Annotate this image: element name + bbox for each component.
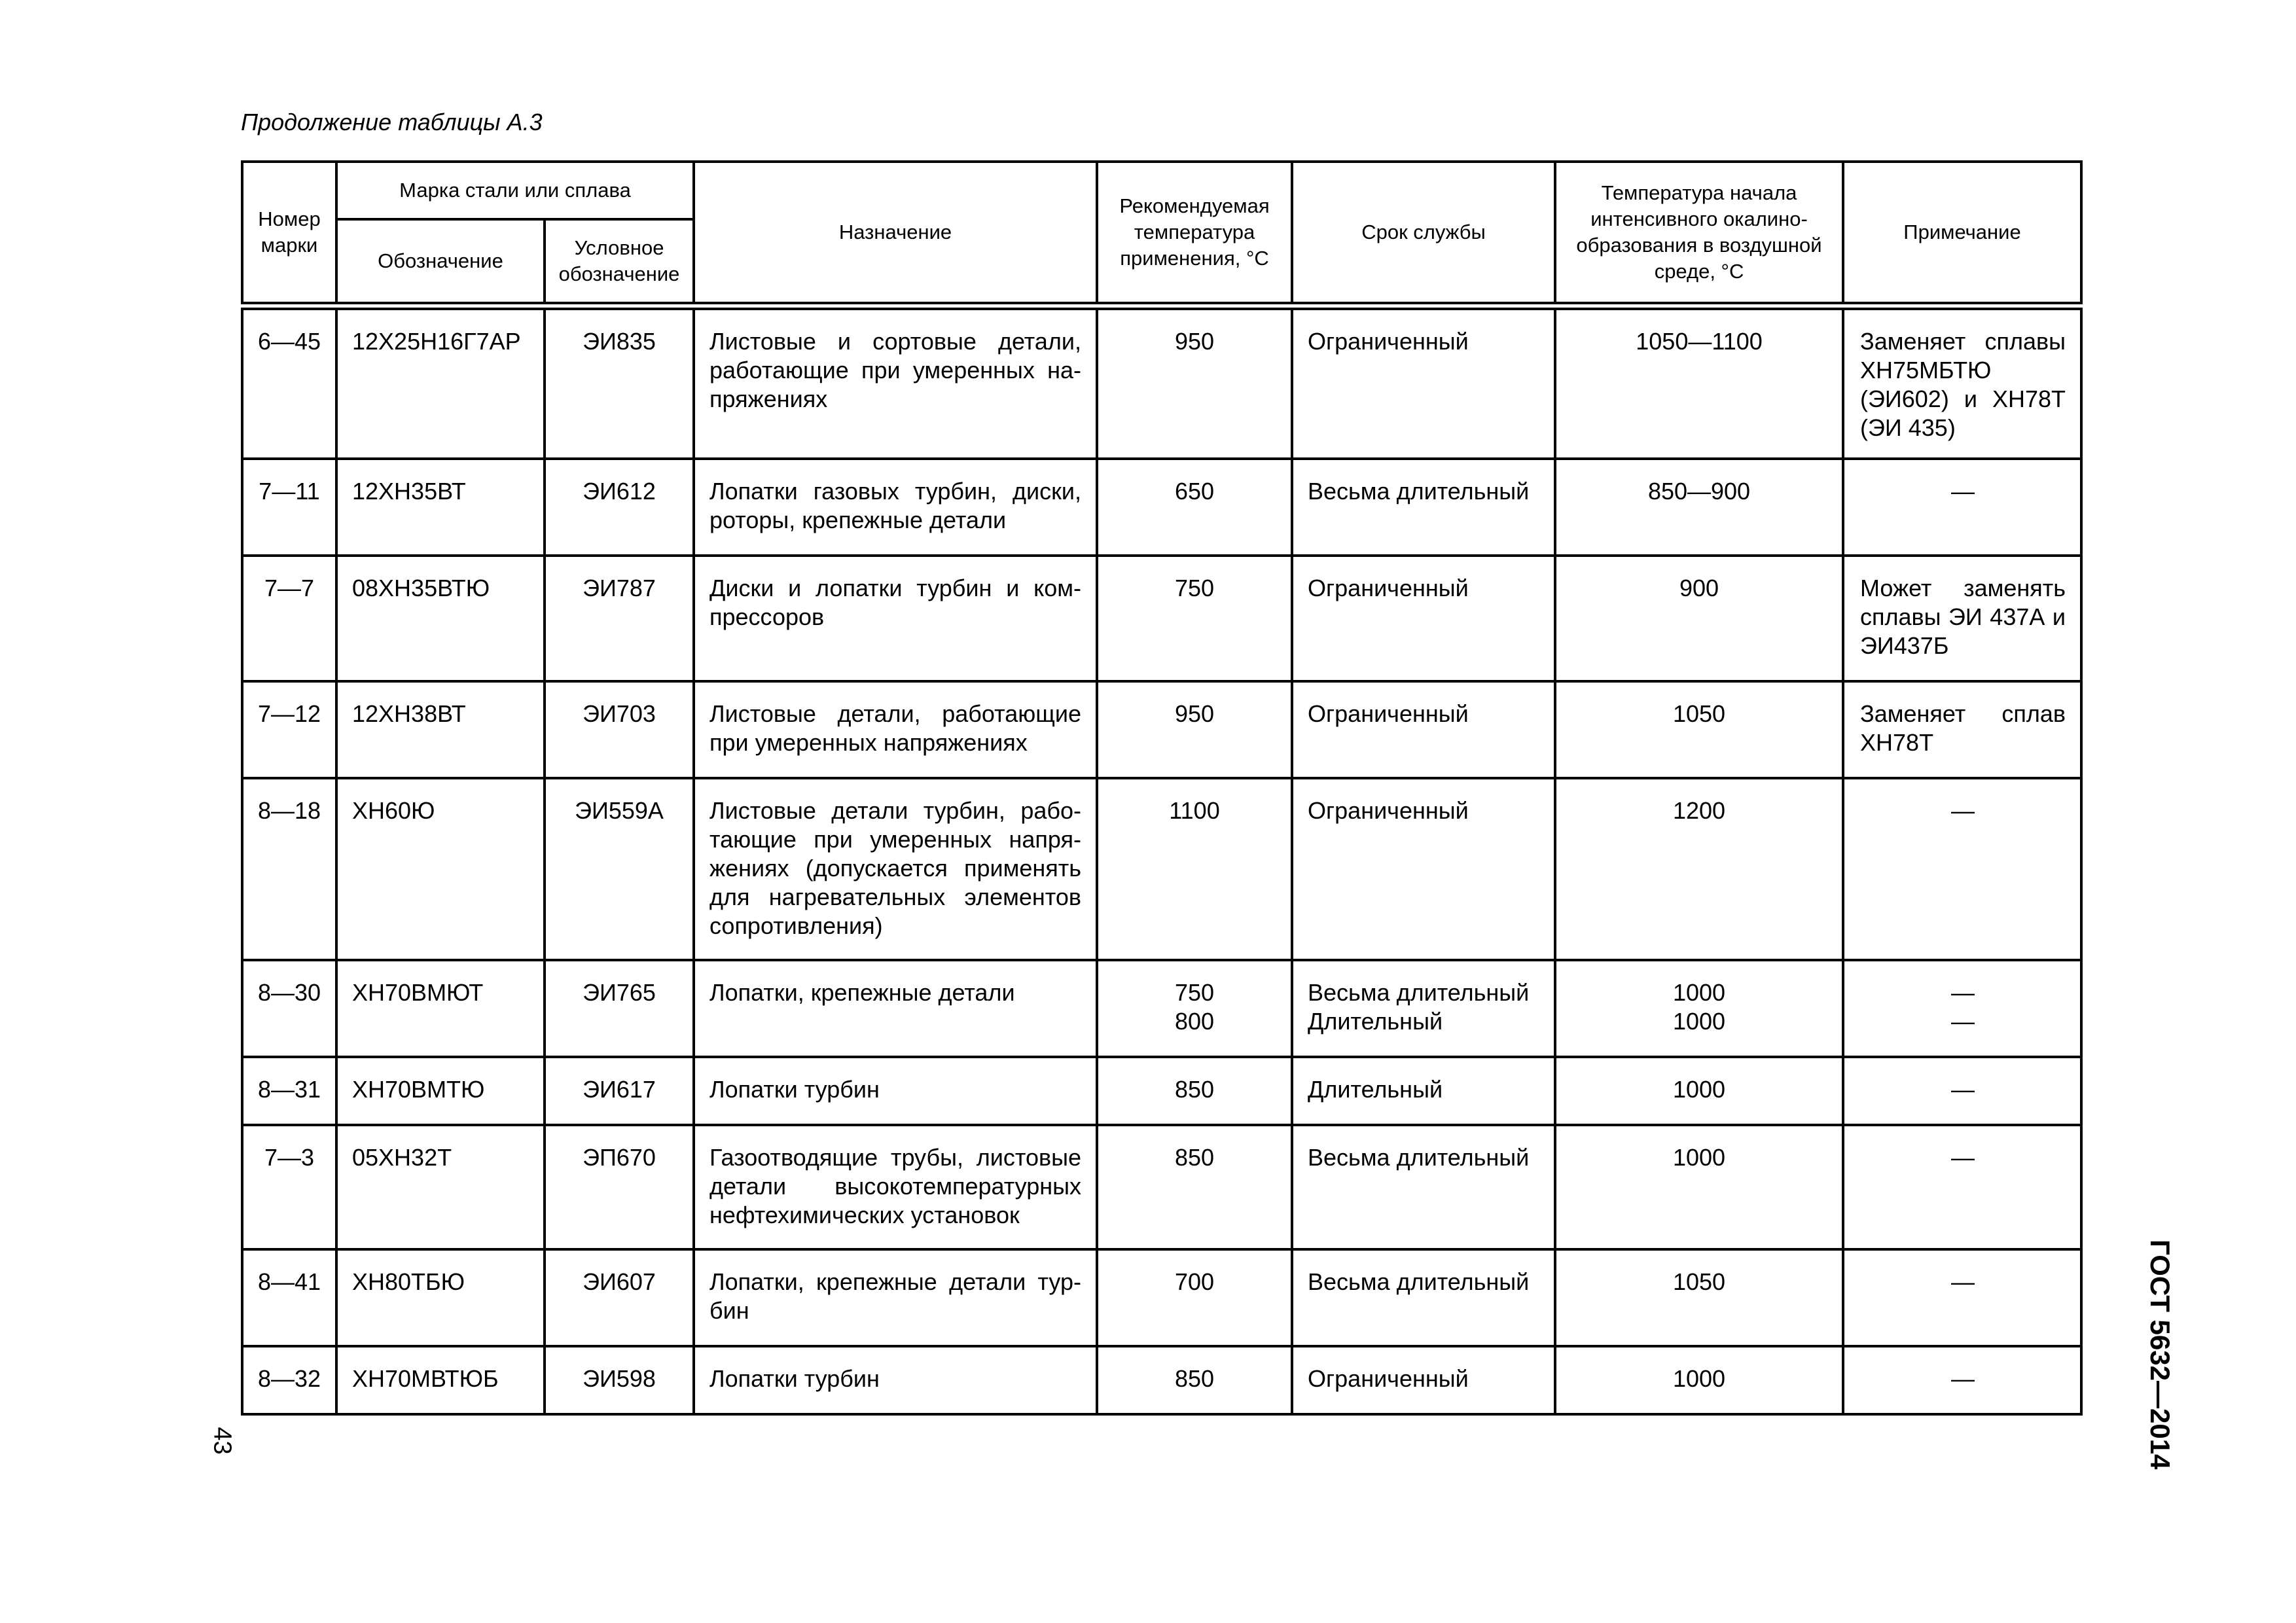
designation-cell [336, 459, 545, 556]
designation-value: ХН70ВМЮТ [352, 979, 484, 1006]
grade-number-value: 8—32 [257, 1365, 321, 1392]
service-life-cell [1292, 306, 1555, 459]
service-life-value: Весьма длительный [1308, 478, 1530, 505]
service-life-cell [1292, 1125, 1555, 1249]
recommended-temp-cell [1097, 778, 1292, 960]
service-life-cell [1292, 459, 1555, 556]
designation-cell [336, 1125, 545, 1249]
table-row [242, 960, 2081, 1057]
recommended-temp-value: 950 [1174, 700, 1215, 727]
note-cell [1843, 1346, 2081, 1414]
header-conditional-designation: Условное обозначение [545, 219, 694, 306]
table-row [242, 1125, 2081, 1249]
purpose-cell [694, 1057, 1097, 1125]
designation-cell [336, 960, 545, 1057]
oxidation-temp-cell [1555, 1057, 1843, 1125]
recommended-temp-cell [1097, 1057, 1292, 1125]
grade-number-cell [242, 1057, 336, 1125]
oxidation-temp-value: 1050 [1672, 1268, 1726, 1295]
service-life-value: Ограниченный [1308, 797, 1469, 824]
recommended-temp-value: 850 [1174, 1144, 1215, 1171]
designation-value: ХН70МВТЮБ [352, 1365, 499, 1392]
conditional-designation-value: ЭИ598 [583, 1365, 656, 1392]
grade-number-value: 7—12 [257, 700, 321, 727]
oxidation-temp-value: 1050—1100 [1636, 327, 1763, 355]
service-life-cell [1292, 556, 1555, 681]
purpose-cell [694, 459, 1097, 556]
conditional-designation-cell [545, 1249, 694, 1346]
conditional-designation-value: ЭИ835 [583, 327, 656, 355]
purpose-value: Газоотводящие трубы, листовые детали высокотемпературных нефтехимических установок [709, 1144, 1082, 1228]
recommended-temp-cell [1097, 459, 1292, 556]
note-value: — [1951, 1144, 1975, 1171]
note-cell [1843, 778, 2081, 960]
purpose-cell [694, 1125, 1097, 1249]
grade-number-cell [242, 1346, 336, 1414]
recommended-temp-value: 1100 [1169, 797, 1220, 824]
grade-number-value: 7—7 [264, 575, 315, 601]
recommended-temp-value: 950 [1174, 327, 1215, 355]
table-caption: Продолжение таблицы А.3 [241, 109, 543, 135]
purpose-value: Лопатки, крепежные детали турбин [709, 1268, 1082, 1324]
service-life-cell [1292, 960, 1555, 1057]
service-life-cell [1292, 1346, 1555, 1414]
header-grade-group: Марка стали или сплава [336, 162, 694, 219]
conditional-designation-cell [545, 681, 694, 778]
service-life-value: Ограниченный [1308, 1365, 1469, 1392]
conditional-designation-value: ЭИ787 [583, 575, 656, 601]
recommended-temp-value: 650 [1174, 478, 1215, 505]
standard-label: ГОСТ 5632—2014 [2145, 1240, 2176, 1470]
recommended-temp-cell [1097, 960, 1292, 1057]
service-life-value: Весьма длительный [1308, 1144, 1530, 1171]
service-life-value: Весьма длительный [1308, 979, 1530, 1006]
grade-number-value: 8—41 [257, 1268, 321, 1295]
designation-cell [336, 1249, 545, 1346]
service-life-value: Длительный [1308, 1008, 1443, 1035]
alloy-table [241, 160, 2083, 1416]
conditional-designation-value: ЭИ703 [583, 700, 656, 727]
designation-value: ХН80ТБЮ [352, 1268, 465, 1295]
table-row [242, 1057, 2081, 1125]
conditional-designation-value: ЭИ617 [583, 1076, 656, 1103]
note-cell [1843, 459, 2081, 556]
purpose-cell [694, 1249, 1097, 1346]
designation-cell [336, 1346, 545, 1414]
designation-cell [336, 306, 545, 459]
grade-number-cell [242, 778, 336, 960]
header-oxidation-temp: Температура начала интенсивного окалинообразования в воздушной среде, °С [1555, 162, 1843, 306]
recommended-temp-value: 800 [1174, 1008, 1215, 1035]
oxidation-temp-cell [1555, 459, 1843, 556]
note-value: — [1951, 979, 1975, 1006]
grade-number-value: 8—31 [257, 1076, 321, 1103]
note-value: Может заменять сплавы ЭИ 437А и ЭИ437Б [1860, 575, 2066, 659]
oxidation-temp-cell [1555, 556, 1843, 681]
oxidation-temp-value: 1200 [1672, 797, 1726, 824]
service-life-value: Длительный [1308, 1076, 1443, 1103]
purpose-cell [694, 778, 1097, 960]
oxidation-temp-value: 1050 [1672, 700, 1726, 727]
grade-number-cell [242, 306, 336, 459]
service-life-cell [1292, 1249, 1555, 1346]
purpose-value: Лопатки турбин [709, 1076, 880, 1103]
oxidation-temp-value: 1000 [1672, 1365, 1726, 1392]
conditional-designation-value: ЭП670 [583, 1144, 656, 1171]
oxidation-temp-value: 1000 [1672, 1076, 1726, 1103]
grade-number-value: 6—45 [257, 327, 321, 355]
note-value: Заменяет сплав ХН78Т [1860, 700, 2066, 756]
conditional-designation-cell [545, 1057, 694, 1125]
note-cell [1843, 681, 2081, 778]
table-row [242, 1249, 2081, 1346]
grade-number-value: 8—30 [257, 979, 321, 1006]
conditional-designation-value: ЭИ559А [575, 797, 664, 824]
oxidation-temp-cell [1555, 1249, 1843, 1346]
designation-value: 12Х25Н16Г7АР [352, 327, 521, 355]
conditional-designation-cell [545, 1125, 694, 1249]
conditional-designation-cell [545, 960, 694, 1057]
designation-value: ХН60Ю [352, 797, 435, 824]
oxidation-temp-cell [1555, 681, 1843, 778]
note-value: — [1951, 797, 1975, 824]
purpose-cell [694, 556, 1097, 681]
oxidation-temp-cell [1555, 1346, 1843, 1414]
recommended-temp-cell [1097, 306, 1292, 459]
table-row [242, 681, 2081, 778]
page-number: 43 [208, 1427, 236, 1455]
conditional-designation-cell [545, 556, 694, 681]
designation-value: 05ХН32Т [352, 1144, 452, 1171]
recommended-temp-cell [1097, 1125, 1292, 1249]
oxidation-temp-value: 900 [1679, 575, 1719, 601]
note-value: — [1951, 1365, 1975, 1392]
oxidation-temp-value: 1000 [1672, 1008, 1726, 1035]
purpose-value: Листовые и сортовые детали, работающие при умеренных напряжениях [709, 327, 1082, 412]
grade-number-value: 7—3 [264, 1144, 315, 1171]
conditional-designation-cell [545, 1346, 694, 1414]
service-life-value: Весьма длительный [1308, 1268, 1530, 1295]
table-row [242, 556, 2081, 681]
conditional-designation-cell [545, 459, 694, 556]
purpose-value: Лопатки турбин [709, 1365, 880, 1392]
service-life-cell [1292, 1057, 1555, 1125]
designation-cell [336, 681, 545, 778]
header-designation: Обозначение [336, 219, 545, 306]
recommended-temp-value: 750 [1174, 979, 1215, 1006]
designation-cell [336, 778, 545, 960]
conditional-designation-value: ЭИ607 [583, 1268, 656, 1295]
header-service-life: Срок службы [1292, 162, 1555, 306]
note-cell [1843, 1249, 2081, 1346]
note-value: Заменяет сплавы ХН75МБТЮ (ЭИ602) и ХН78Т (ЭИ 435) [1860, 327, 2066, 441]
conditional-designation-value: ЭИ612 [583, 478, 656, 505]
grade-number-cell [242, 556, 336, 681]
designation-value: ХН70ВМТЮ [352, 1076, 485, 1103]
purpose-cell [694, 1346, 1097, 1414]
grade-number-cell [242, 960, 336, 1057]
grade-number-value: 8—18 [257, 797, 321, 824]
note-value: — [1951, 1076, 1975, 1103]
recommended-temp-value: 850 [1174, 1076, 1215, 1103]
table-row [242, 459, 2081, 556]
oxidation-temp-cell [1555, 778, 1843, 960]
note-cell [1843, 1125, 2081, 1249]
purpose-cell [694, 306, 1097, 459]
service-life-cell [1292, 778, 1555, 960]
grade-number-cell [242, 681, 336, 778]
conditional-designation-value: ЭИ765 [583, 979, 656, 1006]
table-header [242, 162, 2081, 306]
oxidation-temp-value: 850—900 [1647, 478, 1751, 505]
purpose-value: Листовые детали турбин, работающие при умеренных напряжениях (допускается применять для нагревательных элементов сопротивления) [709, 797, 1082, 939]
designation-value: 12ХН35ВТ [352, 478, 466, 505]
service-life-cell [1292, 681, 1555, 778]
header-note: Примечание [1843, 162, 2081, 306]
grade-number-value: 7—11 [259, 478, 320, 505]
note-value: — [1951, 1268, 1975, 1295]
oxidation-temp-cell [1555, 306, 1843, 459]
recommended-temp-cell [1097, 1346, 1292, 1414]
designation-value: 12ХН38ВТ [352, 700, 466, 727]
header-number: Номер марки [242, 162, 336, 306]
purpose-value: Лопатки, крепежные детали [709, 979, 1015, 1006]
note-cell [1843, 556, 2081, 681]
recommended-temp-cell [1097, 556, 1292, 681]
oxidation-temp-value: 1000 [1672, 979, 1726, 1006]
grade-number-cell [242, 1125, 336, 1249]
note-cell [1843, 960, 2081, 1057]
oxidation-temp-value: 1000 [1672, 1144, 1726, 1171]
purpose-value: Лопатки газовых турбин, диски, роторы, крепежные детали [709, 478, 1082, 533]
designation-cell [336, 1057, 545, 1125]
note-cell [1843, 306, 2081, 459]
purpose-value: Листовые детали, работающие при умеренных напряжениях [709, 700, 1082, 756]
oxidation-temp-cell [1555, 960, 1843, 1057]
table-row [242, 778, 2081, 960]
designation-value: 08ХН35ВТЮ [352, 575, 490, 601]
header-recommended-temp: Рекомендуемая температура применения, °С [1097, 162, 1292, 306]
purpose-cell [694, 960, 1097, 1057]
purpose-cell [694, 681, 1097, 778]
header-purpose: Назначение [694, 162, 1097, 306]
table-body [242, 306, 2081, 1414]
recommended-temp-cell [1097, 681, 1292, 778]
purpose-value: Диски и лопатки турбин и компрессоров [709, 575, 1082, 630]
recommended-temp-value: 750 [1174, 575, 1215, 601]
grade-number-cell [242, 459, 336, 556]
service-life-value: Ограниченный [1308, 700, 1469, 727]
conditional-designation-cell [545, 306, 694, 459]
oxidation-temp-cell [1555, 1125, 1843, 1249]
designation-cell [336, 556, 545, 681]
note-value: — [1951, 478, 1975, 505]
recommended-temp-value: 850 [1174, 1365, 1215, 1392]
grade-number-cell [242, 1249, 336, 1346]
table-row [242, 306, 2081, 459]
service-life-value: Ограниченный [1308, 575, 1469, 601]
recommended-temp-cell [1097, 1249, 1292, 1346]
note-value: — [1951, 1008, 1975, 1035]
recommended-temp-value: 700 [1174, 1268, 1215, 1295]
conditional-designation-cell [545, 778, 694, 960]
note-cell [1843, 1057, 2081, 1125]
service-life-value: Ограниченный [1308, 327, 1469, 355]
table-row [242, 1346, 2081, 1414]
